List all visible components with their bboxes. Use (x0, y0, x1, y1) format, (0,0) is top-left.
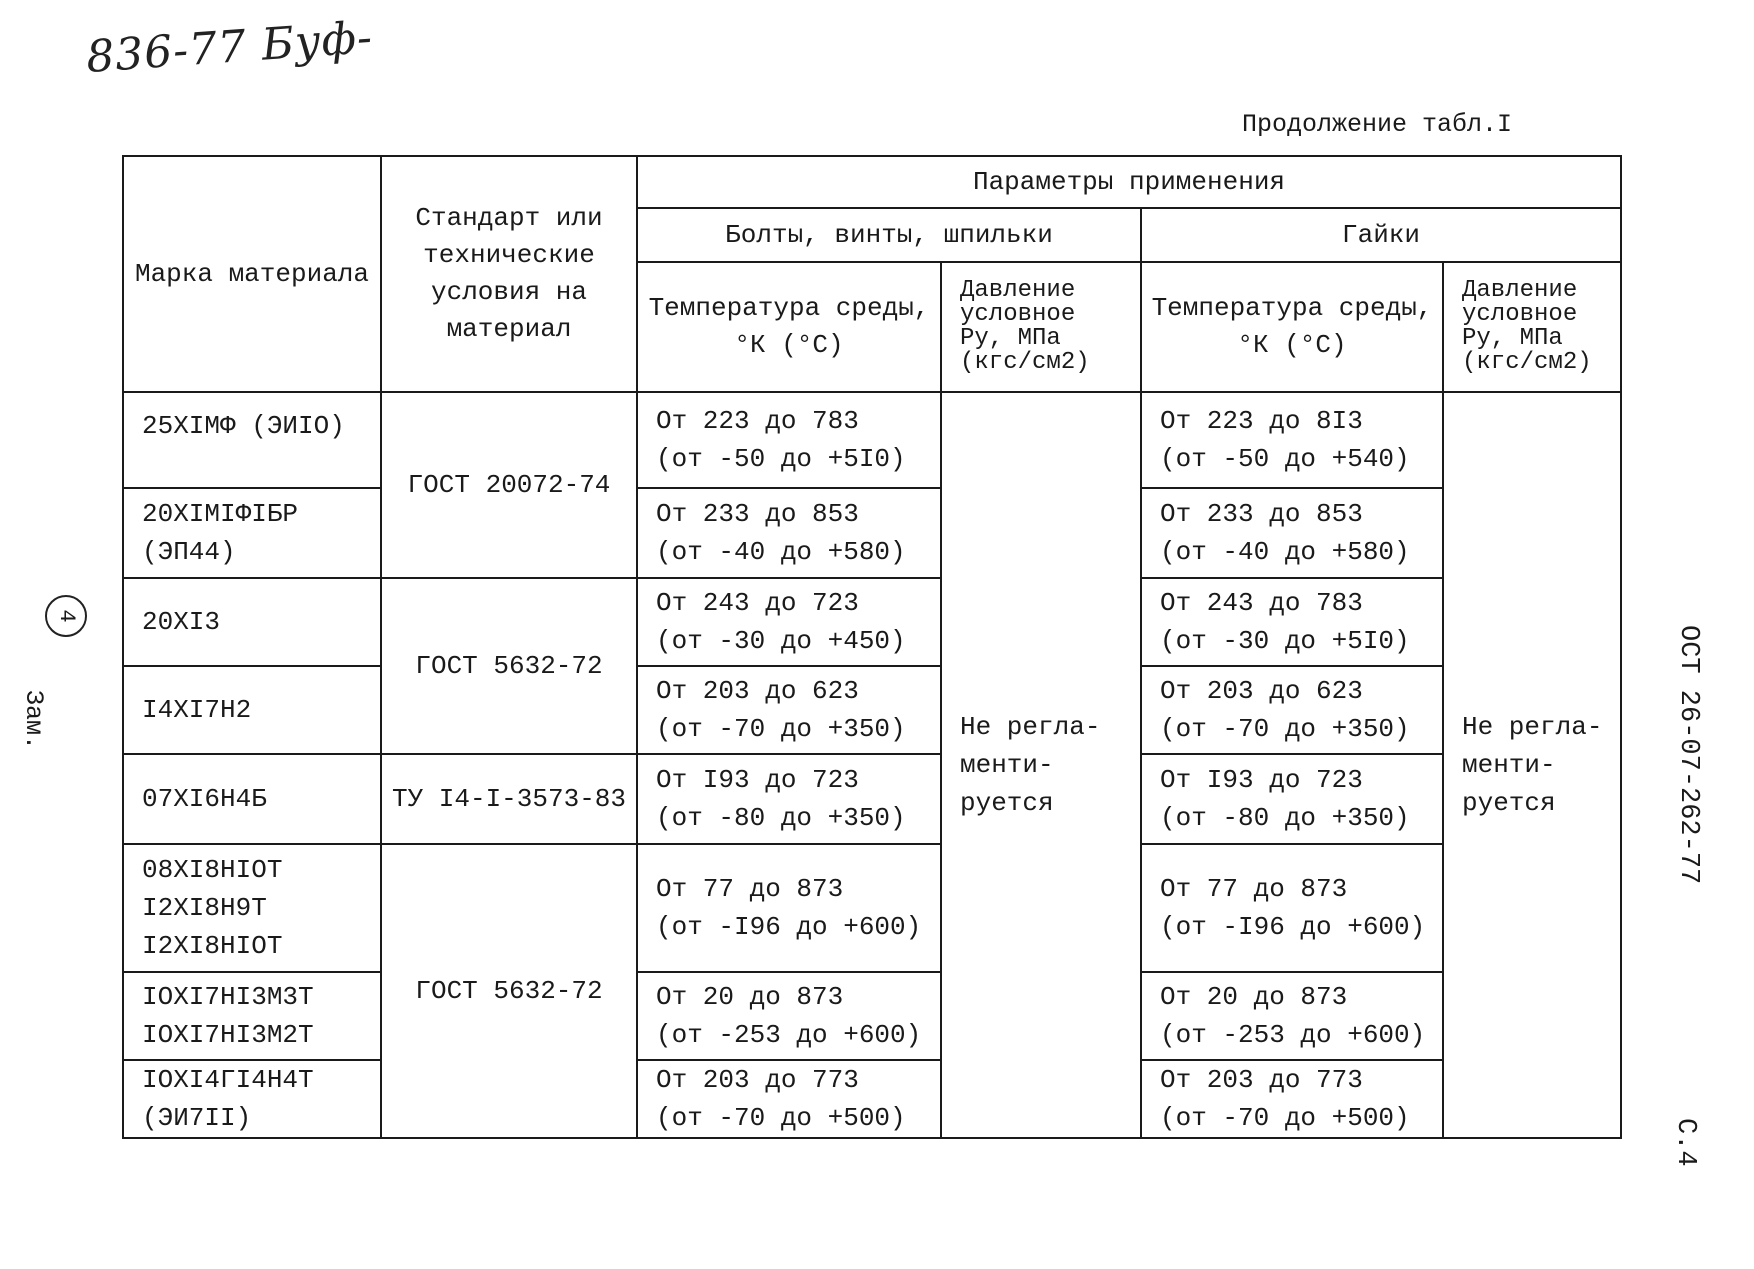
nut-temp-cell: От I93 до 723 (от -80 до +350) (1141, 754, 1443, 844)
change-number-circle: 4 (45, 595, 87, 637)
header-standard: Стандарт или технические условия на материал (381, 156, 637, 392)
nut-temp-cell: От 233 до 853 (от -40 до +580) (1141, 488, 1443, 578)
material-cell: 08ХI8НIОТ I2ХI8Н9Т I2ХI8НIОТ (123, 844, 381, 972)
material-cell: 20ХI3 (123, 578, 381, 666)
standard-cell: ГОСТ 20072-74 (381, 392, 637, 578)
material-cell: I4ХI7Н2 (123, 666, 381, 754)
header-nut-temp: Температура среды, °К (°С) (1141, 262, 1443, 392)
nut-pressure-cell: Не регла- менти- руется (1443, 392, 1621, 1138)
header-material: Марка материала (123, 156, 381, 392)
continuation-label: Продолжение табл.I (1242, 110, 1513, 139)
bolt-temp-cell: От 20 до 873 (от -253 до +600) (637, 972, 941, 1060)
standard-cell: ТУ I4-I-3573-83 (381, 754, 637, 844)
page-number: С.4 (1670, 1118, 1700, 1167)
bolt-temp-cell: От 203 до 623 (от -70 до +350) (637, 666, 941, 754)
standard-cell: ГОСТ 5632-72 (381, 844, 637, 1138)
material-cell: 07ХI6Н4Б (123, 754, 381, 844)
bolt-temp-cell: От 203 до 773 (от -70 до +500) (637, 1060, 941, 1138)
header-nuts: Гайки (1141, 208, 1621, 262)
nut-temp-cell: От 203 до 773 (от -70 до +500) (1141, 1060, 1443, 1138)
nut-temp-cell: От 223 до 8I3 (от -50 до +540) (1141, 392, 1443, 488)
bolt-temp-cell: От 243 до 723 (от -30 до +450) (637, 578, 941, 666)
materials-table (122, 155, 1622, 1139)
bolt-temp-cell: От I93 до 723 (от -80 до +350) (637, 754, 941, 844)
document-code: ОСТ 26-07-262-77 (1673, 625, 1703, 885)
nut-temp-cell: От 77 до 873 (от -I96 до +600) (1141, 844, 1443, 972)
nut-temp-cell: От 20 до 873 (от -253 до +600) (1141, 972, 1443, 1060)
material-cell: IОХI4ГI4Н4Т (ЭИ7II) (123, 1060, 381, 1138)
nut-temp-cell: От 243 до 783 (от -30 до +5I0) (1141, 578, 1443, 666)
bolt-temp-cell: От 77 до 873 (от -I96 до +600) (637, 844, 941, 972)
header-bolts: Болты, винты, шпильки (637, 208, 1141, 262)
material-cell: IОХI7НI3М3Т IОХI7НI3М2Т (123, 972, 381, 1060)
handwritten-note: 836-77 Буф- (84, 12, 375, 83)
header-params: Параметры применения (637, 156, 1621, 208)
header-bolt-pressure: Давление условное Ру, МПа (кгс/см2) (941, 262, 1141, 392)
bolt-temp-cell: От 233 до 853 (от -40 до +580) (637, 488, 941, 578)
standard-cell: ГОСТ 5632-72 (381, 578, 637, 754)
bolt-pressure-cell: Не регла- менти- руется (941, 392, 1141, 1138)
material-cell: 25ХIМФ (ЭИIО) (123, 392, 381, 488)
material-cell: 20ХIМIФIБР (ЭП44) (123, 488, 381, 578)
nut-temp-cell: От 203 до 623 (от -70 до +350) (1141, 666, 1443, 754)
bolt-temp-cell: От 223 до 783 (от -50 до +5I0) (637, 392, 941, 488)
header-nut-pressure: Давление условное Ру, МПа (кгс/см2) (1443, 262, 1621, 392)
change-label: Зам. (19, 690, 48, 751)
header-bolt-temp: Температура среды, °К (°С) (637, 262, 941, 392)
